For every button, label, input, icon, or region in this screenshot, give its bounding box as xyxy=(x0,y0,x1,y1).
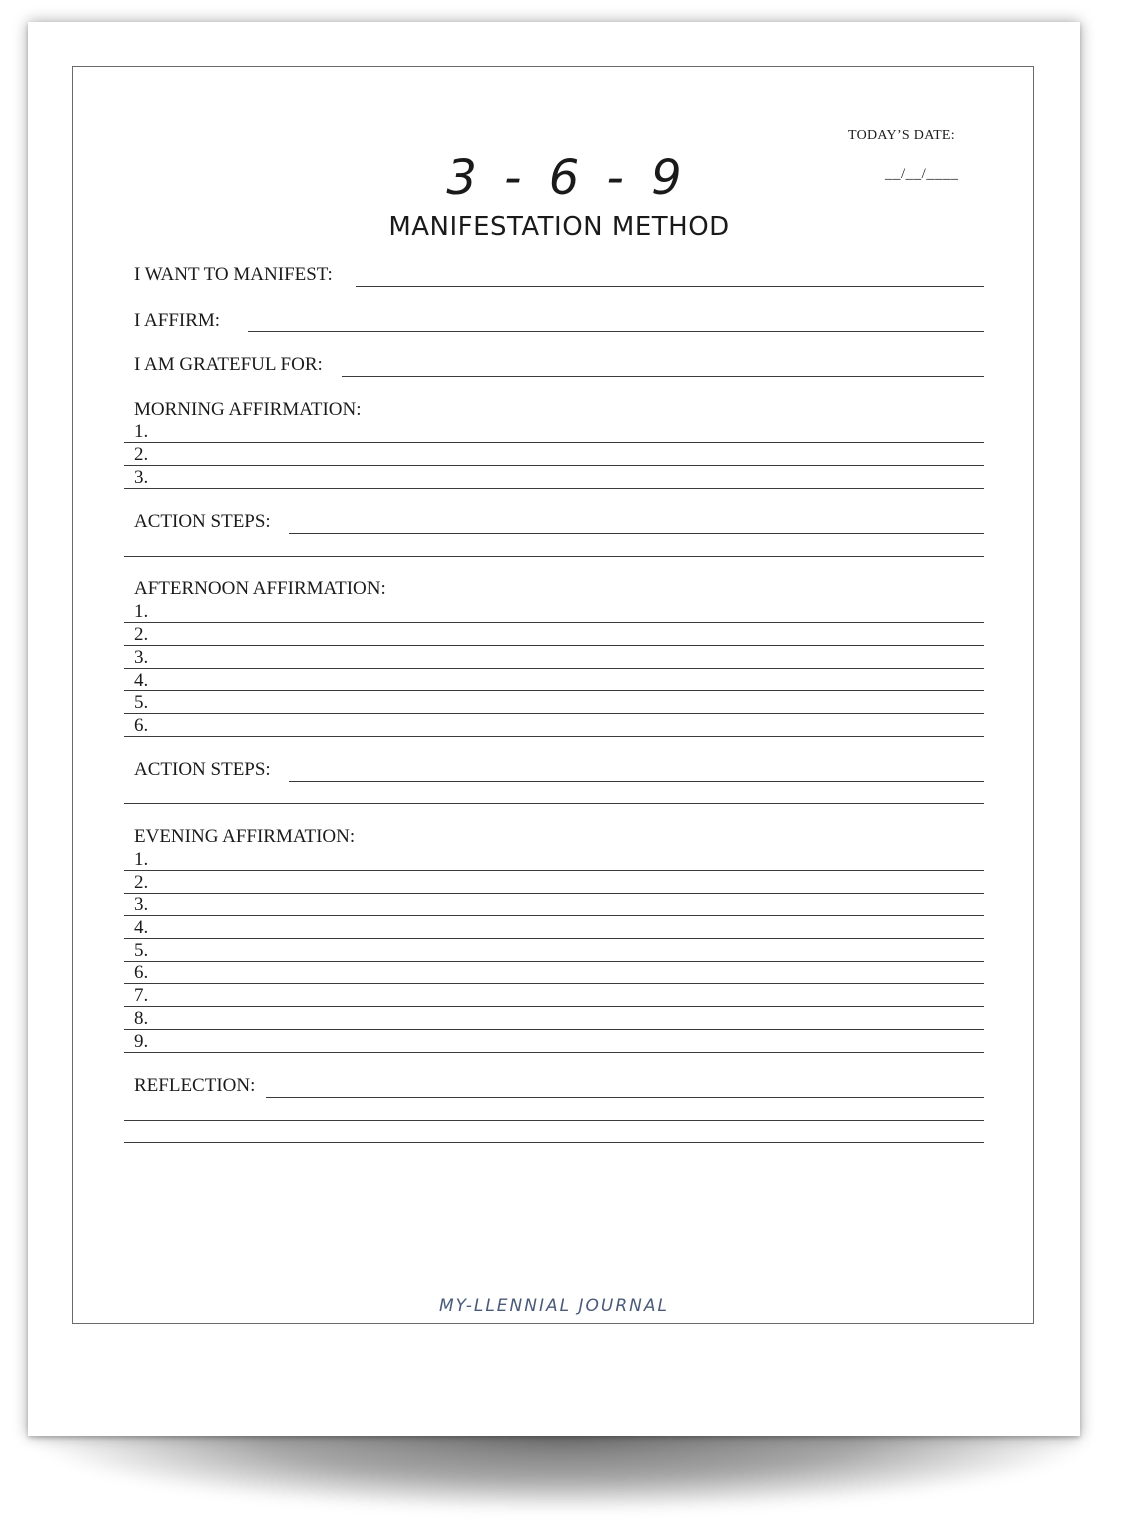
evening-number: 4. xyxy=(134,917,149,938)
evening-number: 6. xyxy=(134,962,149,983)
page-border xyxy=(72,66,1034,1324)
grateful-label: I AM GRATEFUL FOR: xyxy=(134,354,323,375)
reflection-line[interactable] xyxy=(124,1120,984,1121)
evening-line[interactable] xyxy=(124,915,984,916)
affirm-label: I AFFIRM: xyxy=(134,310,221,331)
evening-line[interactable] xyxy=(124,1029,984,1030)
morning-line[interactable] xyxy=(124,442,984,443)
afternoon-line[interactable] xyxy=(124,690,984,691)
afternoon-line[interactable] xyxy=(124,622,984,623)
morning-line[interactable] xyxy=(124,488,984,489)
morning-number: 2. xyxy=(134,444,149,465)
action-steps-line[interactable] xyxy=(124,803,984,804)
afternoon-affirmation-label: AFTERNOON AFFIRMATION: xyxy=(134,578,386,599)
evening-number: 3. xyxy=(134,894,149,915)
afternoon-line[interactable] xyxy=(124,668,984,669)
evening-number: 2. xyxy=(134,872,149,893)
page-subtitle: MANIFESTATION METHOD xyxy=(388,212,730,242)
afternoon-line[interactable] xyxy=(124,713,984,714)
afternoon-number: 3. xyxy=(134,647,149,668)
manifest-line[interactable] xyxy=(356,286,984,287)
evening-number: 1. xyxy=(134,849,149,870)
evening-line[interactable] xyxy=(124,893,984,894)
afternoon-line[interactable] xyxy=(124,645,984,646)
action-steps-label: ACTION STEPS: xyxy=(134,759,271,780)
page-title: 3 - 6 - 9 xyxy=(446,150,688,206)
evening-line[interactable] xyxy=(124,870,984,871)
todays-date-field[interactable]: __/__/____ xyxy=(885,166,959,182)
action-steps-line[interactable] xyxy=(289,533,984,534)
action-steps-line[interactable] xyxy=(124,556,984,557)
evening-line[interactable] xyxy=(124,1052,984,1053)
evening-number: 5. xyxy=(134,940,149,961)
evening-affirmation-label: EVENING AFFIRMATION: xyxy=(134,826,356,847)
evening-line[interactable] xyxy=(124,983,984,984)
footer-brand: MY-LLENNIAL JOURNAL xyxy=(439,1296,669,1316)
afternoon-number: 2. xyxy=(134,624,149,645)
evening-line[interactable] xyxy=(124,1006,984,1007)
grateful-line[interactable] xyxy=(342,376,984,377)
reflection-line[interactable] xyxy=(124,1142,984,1143)
reflection-line[interactable] xyxy=(266,1097,984,1098)
morning-number: 1. xyxy=(134,421,149,442)
afternoon-number: 5. xyxy=(134,692,149,713)
todays-date-label: TODAY’S DATE: xyxy=(848,128,955,143)
reflection-label: REFLECTION: xyxy=(134,1075,256,1096)
afternoon-number: 1. xyxy=(134,601,149,622)
morning-number: 3. xyxy=(134,467,149,488)
afternoon-number: 4. xyxy=(134,670,149,691)
evening-number: 7. xyxy=(134,985,149,1006)
manifest-label: I WANT TO MANIFEST: xyxy=(134,264,333,285)
affirm-line[interactable] xyxy=(248,331,984,332)
action-steps-line[interactable] xyxy=(289,781,984,782)
morning-affirmation-label: MORNING AFFIRMATION: xyxy=(134,399,362,420)
action-steps-label: ACTION STEPS: xyxy=(134,511,271,532)
evening-number: 9. xyxy=(134,1031,149,1052)
afternoon-line[interactable] xyxy=(124,736,984,737)
evening-number: 8. xyxy=(134,1008,149,1029)
evening-line[interactable] xyxy=(124,938,984,939)
afternoon-number: 6. xyxy=(134,715,149,736)
evening-line[interactable] xyxy=(124,961,984,962)
morning-line[interactable] xyxy=(124,465,984,466)
